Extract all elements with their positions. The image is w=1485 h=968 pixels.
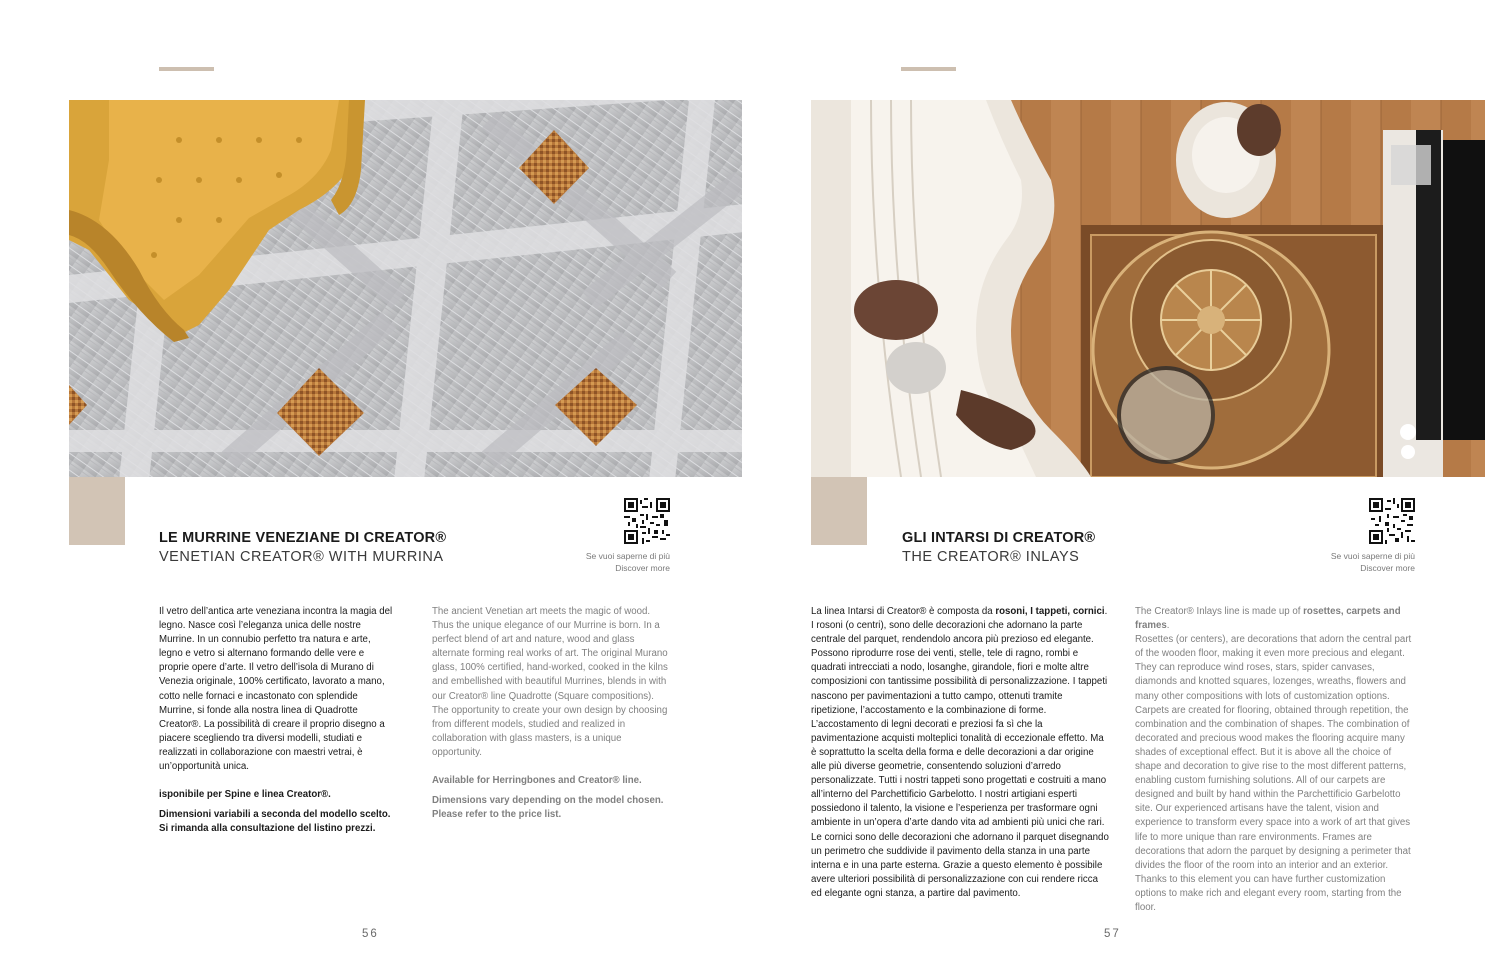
accent-bar — [159, 67, 214, 71]
body-english — [1135, 605, 1417, 915]
body-italian — [159, 605, 395, 836]
qr-caption-it: Se vuoi saperne di più — [1330, 551, 1415, 561]
qr-caption — [586, 550, 670, 574]
page-title: LE MURRINE VENEZIANE DI CREATOR® — [159, 530, 447, 546]
qr-caption — [1331, 550, 1415, 574]
intro-end: . — [1104, 606, 1108, 617]
page-number: 57 — [1104, 928, 1121, 940]
intro-end: . — [1166, 620, 1170, 632]
body-italian-text: Il vetro dell’antica arte veneziana incontra la magia del legno. Nasce così l’eleganza unica delle nostre Murrine. In un connubio perfetto tra natura e arte, legno e vetro si alternano formando delle vere e proprie opere d’arte. Il vetro dell’isola di Murano di Venezia originale, 100% certificato, lavorato a mano, cotto nelle fornaci e incastonato con splendide Murrine, si fonde alla nostra linea di Quadrotte Creator®. La possibilità di creare il proprio disegno a piacere scegliendo tra diversi modelli, studiati e realizzati in collaborazione con maestri vetrai, è un’opportunità unica. — [159, 606, 393, 773]
dimensions-english: Dimensions vary depending on the model chosen. Please refer to the price list. — [432, 795, 664, 821]
body-italian-intro — [811, 605, 1109, 619]
intro-text: La linea Intarsi di Creator® è composta da — [811, 606, 993, 617]
page-number: 56 — [362, 928, 379, 940]
page-right — [742, 0, 1485, 968]
beige-accent-block — [69, 477, 125, 545]
page-subtitle: VENETIAN CREATOR® WITH MURRINA — [159, 549, 444, 565]
qr-code-icon[interactable] — [1369, 498, 1415, 544]
body-english-text: The ancient Venetian art meets the magic of wood. Thus the unique elegance of our Murrine is born. In a perfect blend of art and nature, wood and glass alternate forming real works of art. The original Murano glass, 100% certified, hand-worked, cooked in the kilns and embellished with beautiful Murrines, blends in with our Creator® line Quadrotte (Square compositions). The opportunity to create your own design by choosing from different models, studied and realized in collaboration with glass masters, is a unique opportunity. — [432, 606, 668, 758]
availability-english: Available for Herringbones and Creator® line. — [432, 775, 642, 787]
intro-highlight: rosettes, carpets and frames — [1135, 606, 1401, 632]
parquet-floor-image — [69, 100, 742, 477]
murrine-floor-photo — [69, 100, 742, 477]
body-english-text: Rosettes (or centers), are decorations that adorn the central part of the wooden floor, making it even more precious and elegant. They can reproduce wind roses, stars, spider canvases, diamonds and knotted squares, lozenges, wreaths, flowers and many other compositions with lots of customization options. Carpets are created for flooring, obtained through repetition, the combination and the combination of shapes. The combination of decorated and precious wood makes the flooring acquire many shades of exceptional effect. But it is above all the choice of shape and decoration to give rise to the most different patterns, enabling custom furnishing solutions. All of our carpets are designed and built by hand within the Parchettificio Garbelotto site. Our experienced artisans have the talent, vision and experience to transform every space into a work of art that gives life to more unique than rare environments. Frames are decorations that adorn the parquet by designing a perimeter that divides the floor of the room into an interior and an exterior. Thanks to this element you can have further customization options to make rich and elegant every room, starting from the floor. — [1135, 634, 1412, 913]
body-italian — [811, 605, 1109, 901]
intro-highlight: rosoni, I tappeti, cornici — [995, 606, 1105, 617]
qr-code-icon[interactable] — [624, 498, 670, 544]
intro-text: The Creator® Inlays line is made up of — [1135, 606, 1301, 617]
page-left — [0, 0, 742, 968]
availability-italian: isponibile per Spine e linea Creator®. — [159, 789, 331, 801]
accent-bar — [901, 67, 956, 71]
page-title: GLI INTARSI DI CREATOR® — [902, 530, 1096, 546]
qr-caption-it: Se vuoi saperne di più — [585, 551, 670, 561]
qr-caption-en: Discover more — [1360, 563, 1415, 573]
body-italian-text: I rosoni (o centri), sono delle decorazioni che adornano la parte centrale del parquet, rendendolo ancora più prezioso ed elegante. Possono riprodurre rose dei venti, stelle, tele di ragno, rombi e quadrati intrecciati a nodo, losanghe, girandole, fiori e molte altre composizioni con tantissime possibilità di personalizzazione. I tappeti nascono per pavimentazioni a tutto campo, ottenuti tramite ripetizione, l’accostamento e la combinazione di forme. L’accostamento di legni decorati e preziosi fa sì che la pavimentazione acquisti molteplici tonalità di eccezionale effetto. Ma è soprattutto la scelta della forma e delle decorazioni a dar origine alle più diverse geometrie, consentendo soluzioni d’arredo personalizzate. Tutti i nostri tappeti sono progettati e costruiti a mano all’interno del Parchettificio Garbelotto. I nostri artigiani esperti possiedono il talento, la visione e l’esperienza per trasformare ogni ambiente in un’opera d’arte dando vita ad ambienti più unici che rari. Le cornici sono delle decorazioni che adornano il parquet disegnando un perimetro che suddivide il pavimento della stanza in una parte interna e in una parte esterna. Grazie a questo elemento è possibile avere ulteriori possibilità di personalizzazione con cui rendere ricca ed elegante ogni stanza, a partire dal pavimento. — [811, 620, 1109, 899]
inlays-room-photo — [811, 100, 1485, 477]
body-english — [432, 605, 670, 822]
body-english-intro — [1135, 605, 1417, 633]
beige-accent-block — [811, 477, 867, 545]
qr-caption-en: Discover more — [615, 563, 670, 573]
inlay-room-image — [811, 100, 1485, 477]
dimensions-italian: Dimensioni variabili a seconda del modello scelto. Si rimanda alla consultazione del listino prezzi. — [159, 809, 391, 835]
page-subtitle: THE CREATOR® INLAYS — [902, 549, 1080, 565]
